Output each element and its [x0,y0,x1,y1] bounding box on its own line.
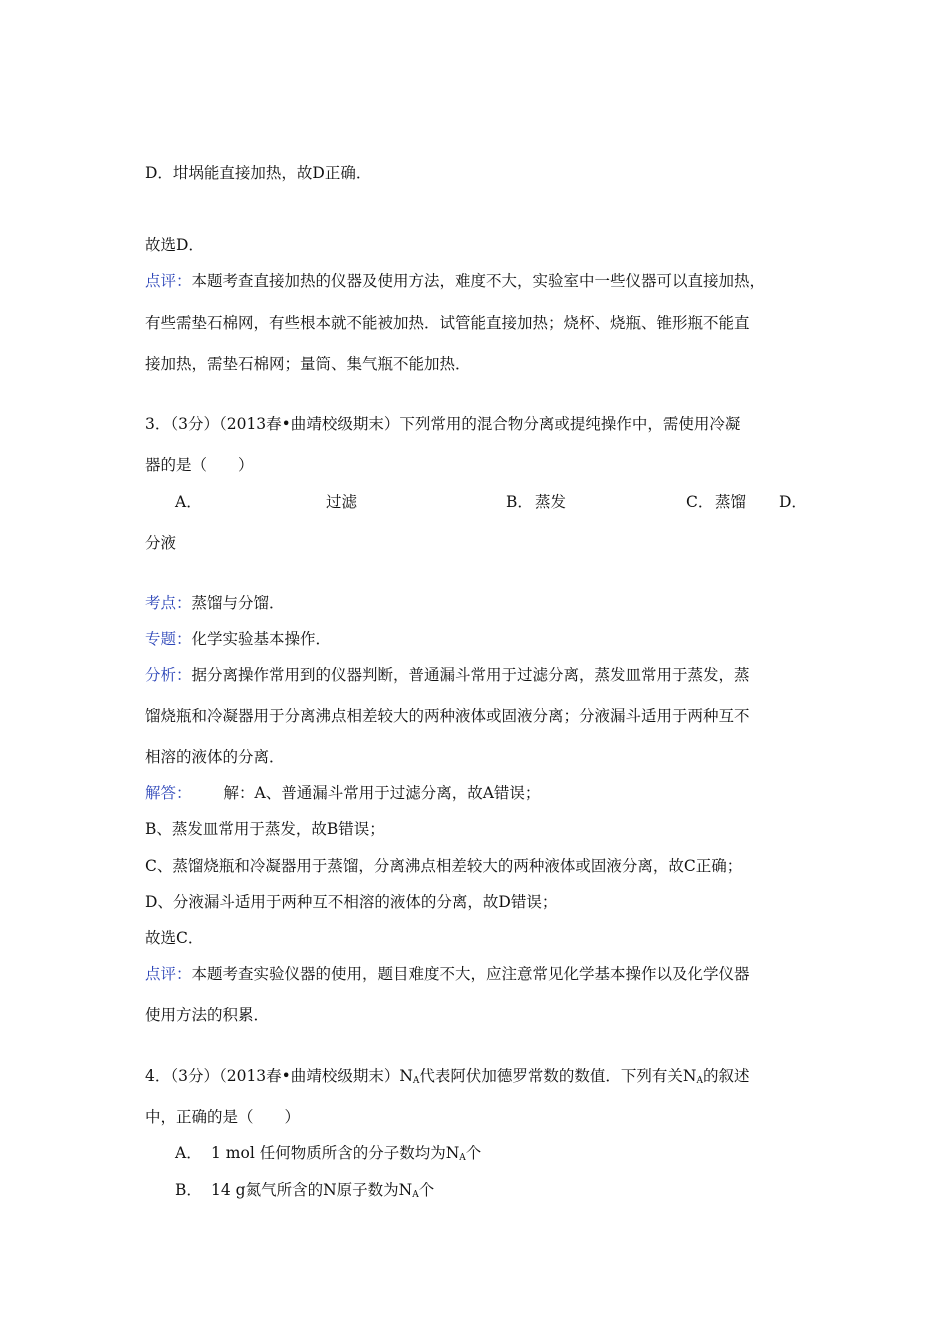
q3-jieda-line-1 [145,783,540,803]
comment-line-2: 有些需垫石棉网，有些根本就不能被加热．试管能直接加热；烧杯、烧瓶、锥形瓶不能直 [145,314,750,332]
q3-fenxi-line-3: 相溶的液体的分离． [145,748,285,766]
q3-option-a-letter: A． [175,493,202,511]
q4-stem-part-c: 的叙述 [702,1067,750,1085]
q3-option-a-text: 过滤 [326,493,358,511]
na-subscript: A [696,1076,703,1086]
q3-option-d-letter: D． [779,493,807,511]
q4-option-b-body: 14 g氮气所含的N原子数为N [211,1181,413,1199]
q3-stem-line-2: 器的是（ ） [145,456,254,474]
q3-kaodian [145,593,285,613]
zhuanti-text: 化学实验基本操作． [191,630,332,648]
fenxi-text: 据分离操作常用到的仪器判断，普通漏斗常用于过滤分离，蒸发皿常用于蒸发，蒸 [191,666,750,684]
fenxi-label: 分析： [145,666,192,684]
q3-option-c-text: 蒸馏 [715,493,747,511]
q3-option-b-text: 蒸发 [535,493,567,511]
q4-option-a-letter: A． [175,1144,202,1162]
q3-option-c-letter: C． [686,493,714,511]
q4-option-a-body: 1 mol 任何物质所含的分子数均为N [211,1144,460,1162]
q3-option-d-text: 分液 [145,534,177,552]
q3-zhuanti [145,629,331,649]
jieda-label: 解答： [145,784,192,802]
q3-fenxi-line-2: 馏烧瓶和冷凝器用于分离沸点相差较大的两种液体或固液分离；分液漏斗适用于两种互不 [145,707,750,725]
q3-dianping-line-1 [145,964,750,984]
jieda-text: 解：A、普通漏斗常用于过滤分离，故A错误； [223,784,541,802]
q4-stem-line-1 [145,1066,749,1091]
comment-line-1 [145,271,765,291]
na-subscript: A [412,1076,420,1086]
q3-option-b-letter: B． [506,493,533,511]
q3-stem-line-1: 3．（3分）（2013春•曲靖校级期末）下列常用的混合物分离或提纯操作中，需使用冷凝 [145,415,741,433]
conclusion-line: 故选D． [145,236,204,254]
comment-line-3: 接加热，需垫石棉网；量筒、集气瓶不能加热． [145,355,471,373]
kaodian-label: 考点： [145,594,192,612]
comment-label: 点评： [145,272,192,290]
q3-jieda-line-5: 故选C． [145,929,204,947]
q4-stem-part-b: 代表阿伏加德罗常数的数值．下列有关N [419,1067,697,1085]
na-subscript: A [459,1153,466,1163]
answer-line-d: D．坩埚能直接加热，故D正确． [145,164,372,182]
q3-dianping-line-2: 使用方法的积累． [145,1006,270,1024]
q4-stem-part-a: 4．（3分）（2013春•曲靖校级期末）N [145,1067,413,1085]
q4-option-b-end: 个 [418,1181,435,1199]
na-subscript: A [412,1190,419,1200]
q3-fenxi-line-1 [145,665,750,685]
q3-jieda-line-3: C、蒸馏烧瓶和冷凝器用于蒸馏，分离沸点相差较大的两种液体或固液分离，故C正确； [145,857,743,875]
comment-text: 本题考查直接加热的仪器及使用方法，难度不大，实验室中一些仪器可以直接加热， [191,272,766,290]
q4-option-a-end: 个 [465,1144,482,1162]
zhuanti-label: 专题： [145,630,192,648]
q4-option-b-letter: B． [175,1181,202,1199]
q4-option-b-text [211,1180,434,1205]
dianping-text: 本题考查实验仪器的使用，题目难度不大，应注意常见化学基本操作以及化学仪器 [191,965,750,983]
q4-option-a-text [211,1143,481,1168]
q3-jieda-line-4: D、分液漏斗适用于两种互不相溶的液体的分离，故D错误； [145,893,558,911]
q3-jieda-line-2: B、蒸发皿常用于蒸发，故B错误； [145,820,385,838]
q4-stem-line-2: 中，正确的是（ ） [145,1108,301,1126]
dianping-label: 点评： [145,965,192,983]
kaodian-text: 蒸馏与分馏． [191,594,285,612]
